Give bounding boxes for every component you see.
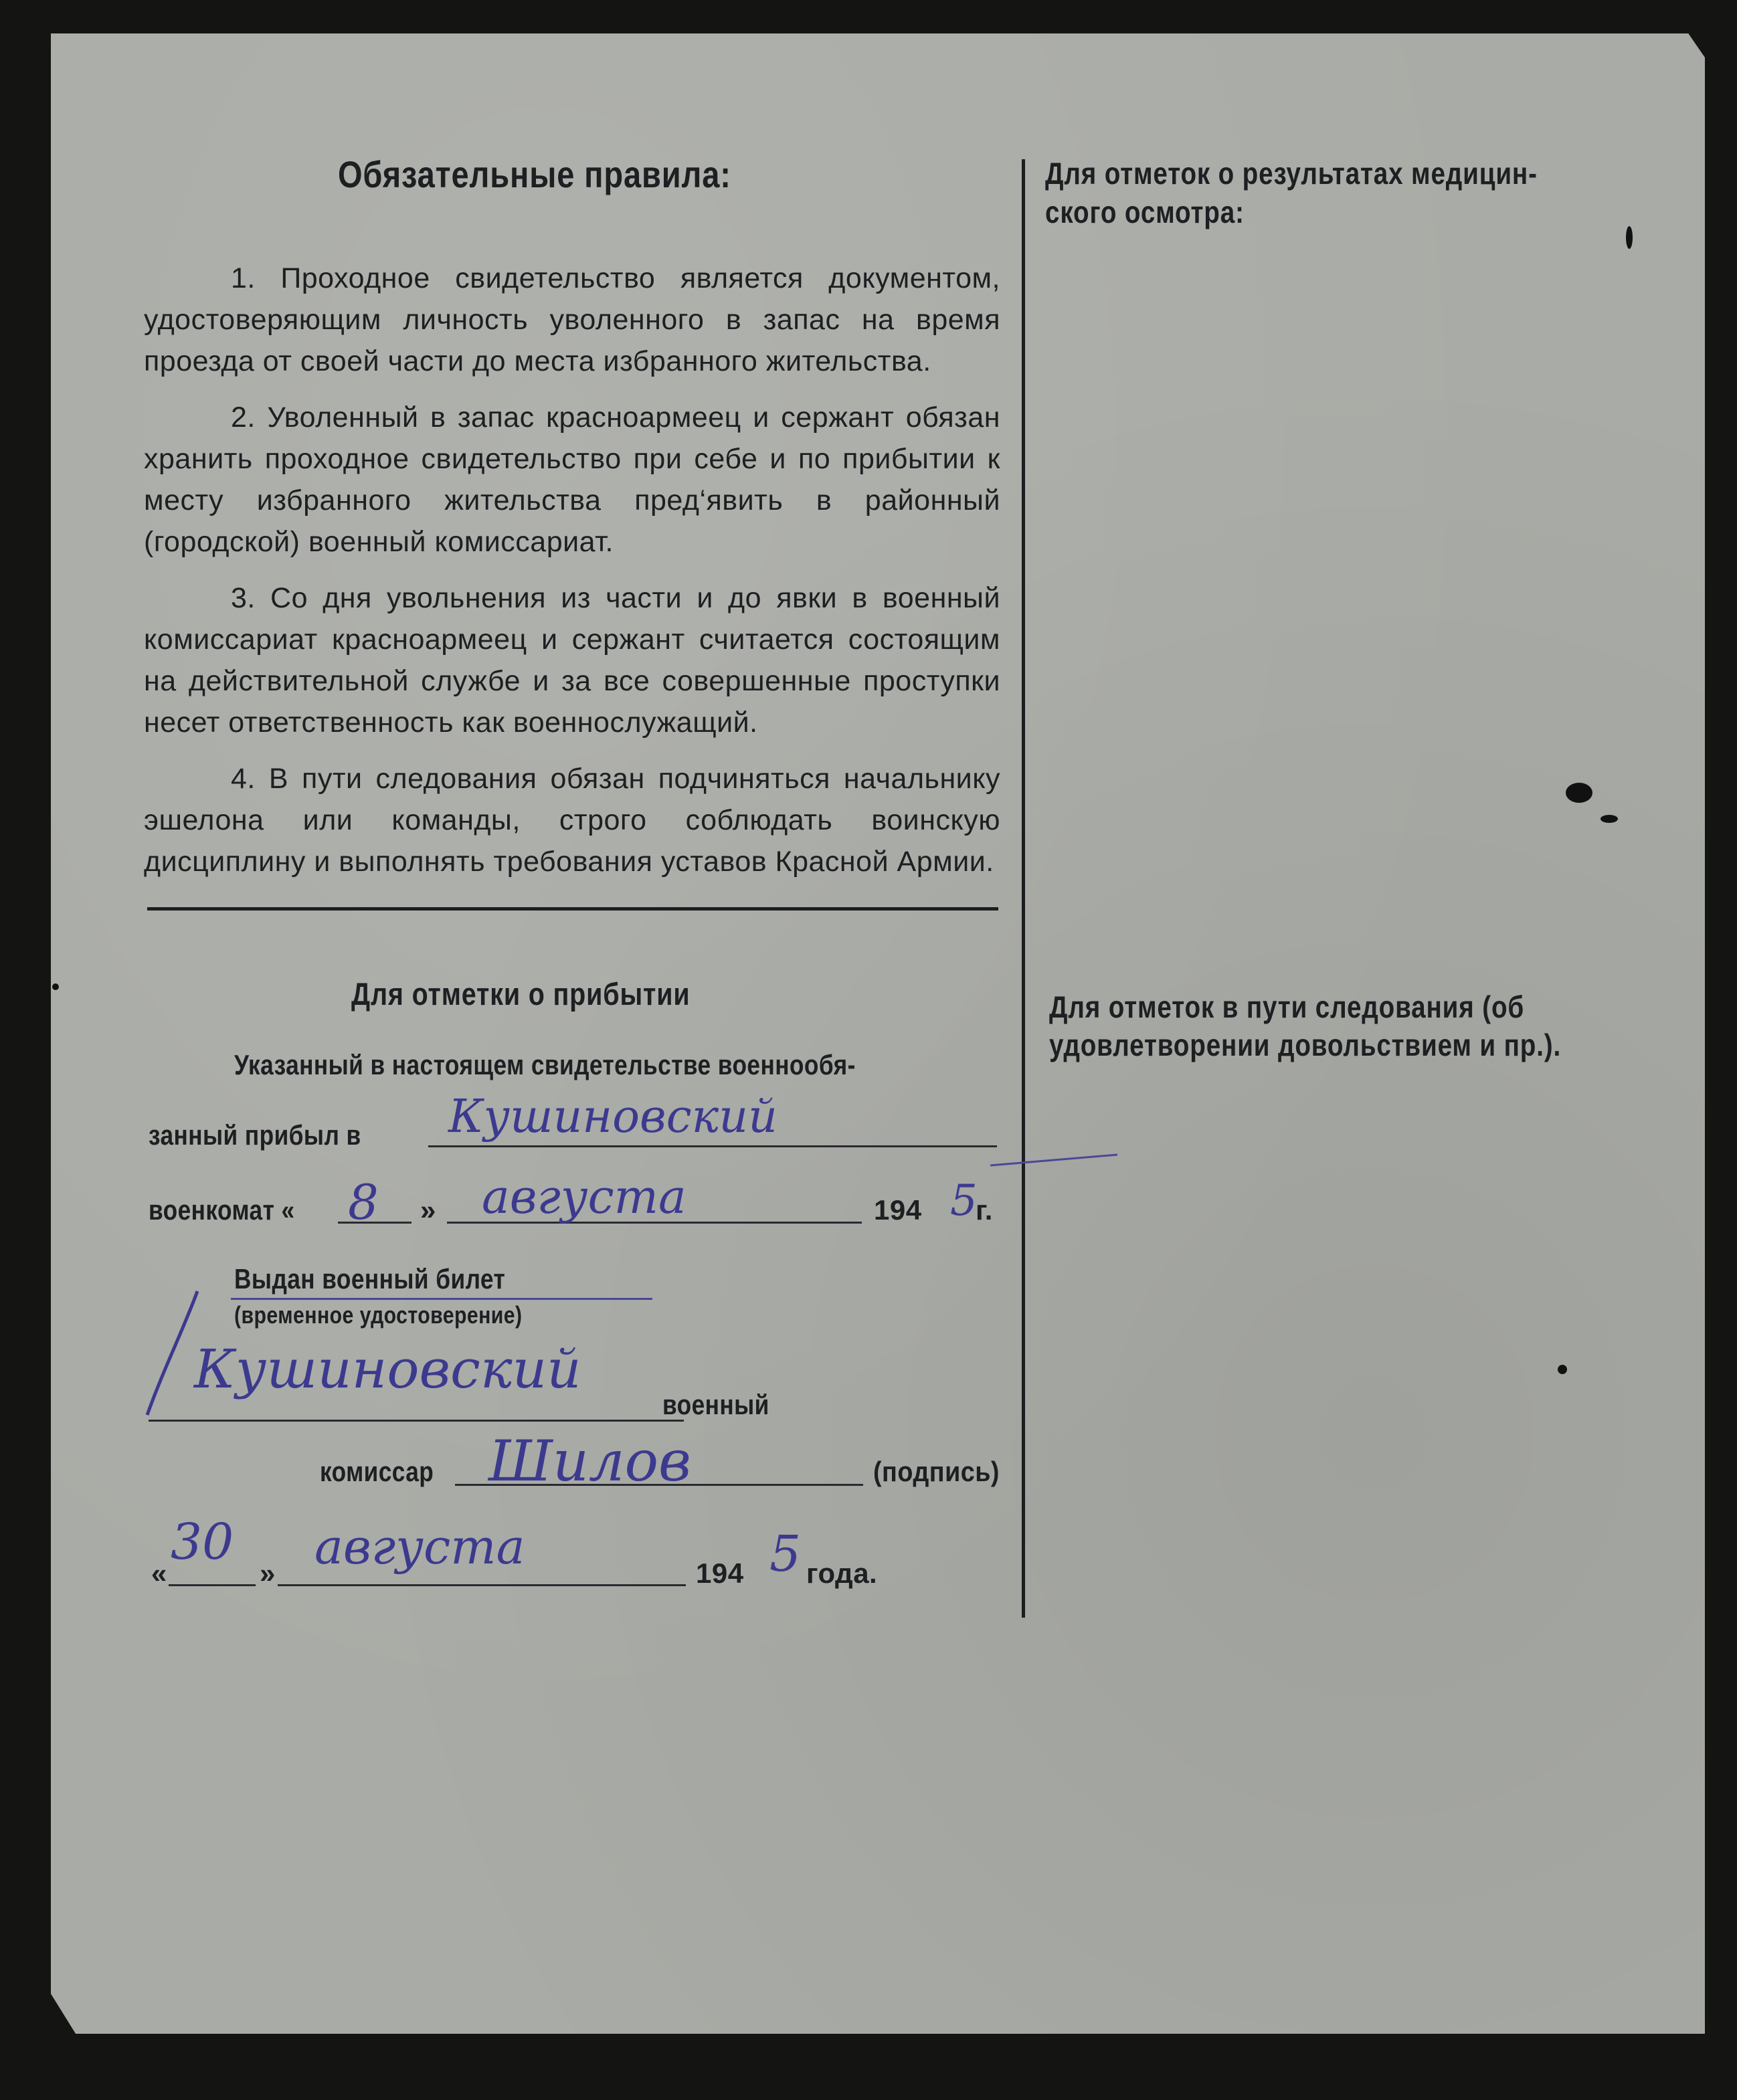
rules-list [144,258,1000,882]
issue-month-underline [278,1584,686,1586]
medical-title-line1: Для отметок о результатах медицин- [1045,156,1538,191]
ticket-label: Выдан военный билет [234,1263,506,1295]
ticket-underline [231,1298,652,1300]
issue-date-close-quote: » [260,1557,276,1589]
issue-year-handwritten: 5 [769,1525,802,1583]
rule-item: 2. Уволенный в запас красноармеец и сержант обязан хранить проходное свидетельство при себе и по прибытии к месту избранного жительства пред‘явить в районный (городской) военный комиссариат. [144,401,1000,558]
commissar-label-1: военный [662,1389,769,1420]
medical-title-line2: ского осмотра: [1045,195,1245,229]
ticket-sublabel: (временное удостоверение) [234,1301,523,1329]
issue-day-handwritten: 30 [171,1513,234,1571]
commissar-label-2: комиссар [320,1456,434,1487]
arrival-day-handwritten: 8 [348,1174,379,1230]
ink-stain [1558,1365,1567,1374]
rule-item: 4. В пути следования обязан подчиняться начальнику эшелона или команды, строго соблюдать воинскую дисциплину и выполнять требования уставов Красной Армии. [144,763,1000,878]
section-divider [147,907,998,911]
ink-stain [1626,226,1633,249]
arrival-year-prefix: 194 [874,1194,922,1226]
rules-title: Обязательные правила: [338,153,731,195]
signature-label: (подпись) [873,1456,1000,1487]
arrival-line1: Указанный в настоящем свидетельстве военнообя- [234,1049,856,1080]
arrival-place-underline [428,1145,997,1147]
ink-stroke [990,1151,1124,1171]
ink-stain [1566,783,1592,803]
issue-month-handwritten: августа [314,1519,525,1575]
arrival-place-handwritten: Кушиновский [448,1090,778,1143]
transit-title-line1: Для отметок в пути следования (об [1049,989,1525,1024]
arrival-line3-prefix: военкомат « [149,1194,295,1226]
commissar-signature: Шилов [488,1428,691,1494]
rule-item: 1. Проходное свидетельство является документом, удостоверяющим личность уволенного в запас на время проезда от своей части до места избранного жительства. [144,262,1000,377]
arrival-month-handwritten: августа [482,1169,687,1224]
issue-year-suffix: года. [806,1557,878,1589]
issue-day-underline [169,1584,256,1586]
arrival-year-suffix: г. [976,1194,993,1226]
arrival-year-handwritten: 5 [950,1176,978,1226]
ink-stain [1601,815,1618,823]
ticket-issuer-handwritten: Кушиновский [194,1338,581,1400]
ticket-issuer-underline [149,1420,684,1422]
ink-stain [52,983,59,990]
transit-title-line2: удовлетворении довольствием и пр.). [1049,1028,1562,1062]
column-divider [1022,159,1025,1618]
rule-item: 3. Со дня увольнения из части и до явки в военный комиссариат красноармеец и сержант считается состоящим на действительной службе и за все совершенные проступки несет ответственность как военнослужащий. [144,582,1000,739]
issue-year-prefix: 194 [696,1557,744,1589]
arrival-line3-quote: » [420,1194,436,1226]
arrival-title: Для отметки о прибытии [351,976,691,1012]
issue-date-open-quote: « [151,1557,167,1589]
arrival-line2-prefix: занный прибыл в [149,1119,361,1151]
